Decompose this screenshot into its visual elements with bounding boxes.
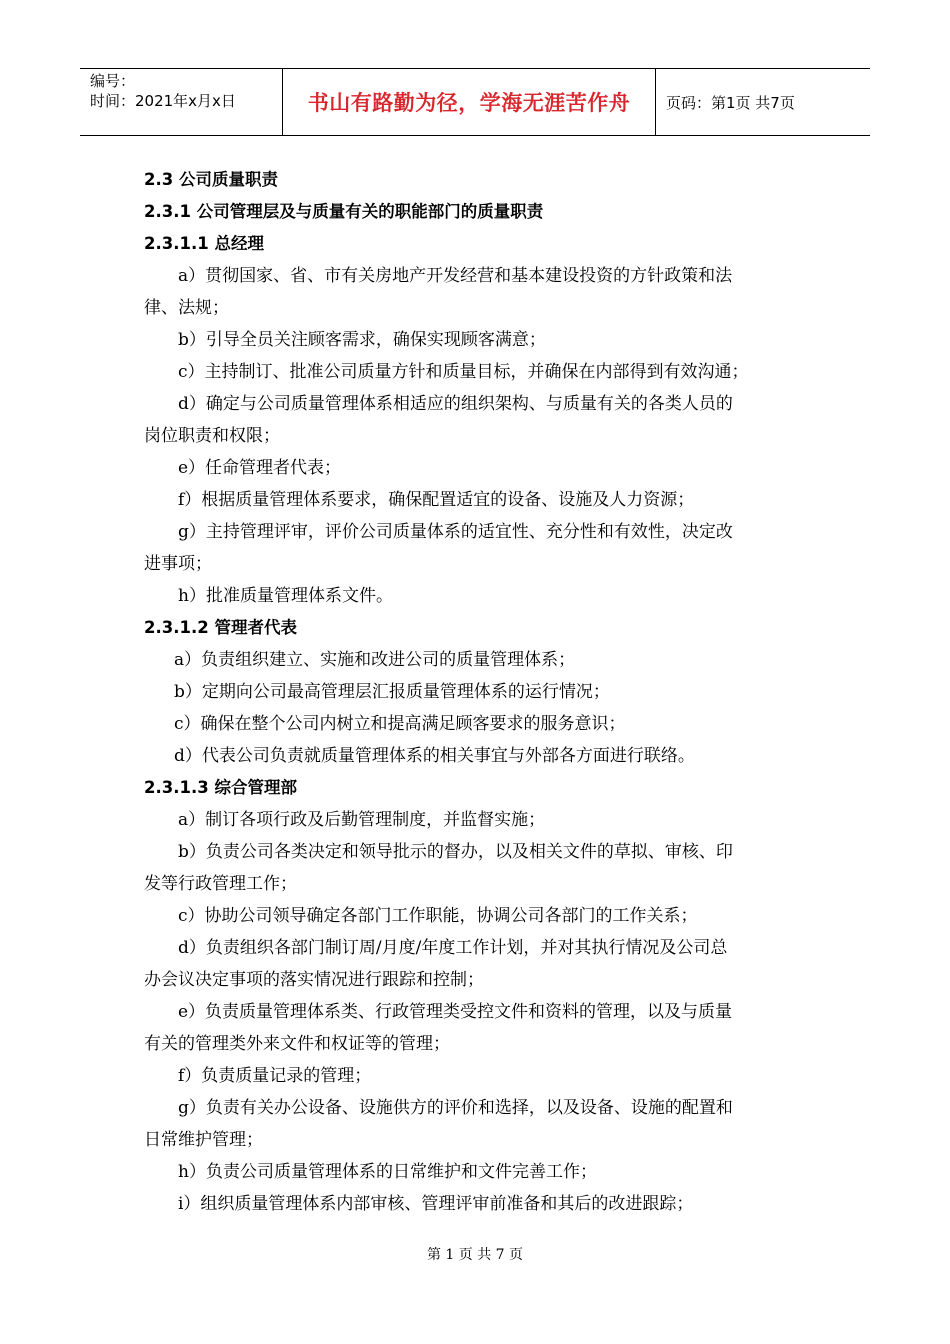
body-line: i）组织质量管理体系内部审核、管理评审前准备和其后的改进跟踪； [178, 1194, 694, 1214]
body-line: 进事项； [144, 554, 212, 574]
section-heading: 2.3 公司质量职责 [144, 170, 278, 189]
page-code-text: 页码：第1页 共7页 [666, 93, 795, 112]
motto-text: 书山有路勤为径，学海无涯苦作舟 [307, 91, 631, 115]
body-line: f）负责质量记录的管理； [178, 1066, 372, 1086]
body-line: h）负责公司质量管理体系的日常维护和文件完善工作； [178, 1162, 597, 1182]
body-line: 岗位职责和权限； [144, 426, 280, 446]
body-line: d）代表公司负责就质量管理体系的相关事宜与外部各方面进行联络。 [174, 746, 695, 766]
body-line: 日常维护管理； [144, 1130, 263, 1150]
body-line: c）协助公司领导确定各部门工作职能，协调公司各部门的工作关系； [178, 906, 698, 926]
body-line: d）确定与公司质量管理体系相适应的组织架构、与质量有关的各类人员的 [178, 394, 733, 414]
body-line: h）批准质量管理体系文件。 [178, 586, 393, 606]
body-line: c）确保在整个公司内树立和提高满足顾客要求的服务意识； [174, 714, 626, 734]
body-line: g）主持管理评审，评价公司质量体系的适宜性、充分性和有效性，决定改 [178, 522, 733, 542]
body-line: g）负责有关办公设备、设施供方的评价和选择，以及设备、设施的配置和 [178, 1098, 733, 1118]
body-line: d）负责组织各部门制订周/月度/年度工作计划，并对其执行情况及公司总 [178, 938, 728, 958]
body-line: 有关的管理类外来文件和权证等的管理； [144, 1034, 450, 1054]
body-line: c）主持制订、批准公司质量方针和质量目标，并确保在内部得到有效沟通； [178, 362, 749, 382]
body-line: 办会议决定事项的落实情况进行跟踪和控制； [144, 970, 484, 990]
document-body [144, 164, 814, 1220]
body-line: f）根据质量管理体系要求，确保配置适宜的设备、设施及人力资源； [178, 490, 695, 510]
body-line: b）定期向公司最高管理层汇报质量管理体系的运行情况； [174, 682, 610, 702]
header-table [80, 68, 870, 136]
body-line: a）贯彻国家、省、市有关房地产开发经营和基本建设投资的方针政策和法 [178, 266, 733, 286]
number-label: 编号： [90, 72, 136, 90]
body-line: e）负责质量管理体系类、行政管理类受控文件和资料的管理，以及与质量 [178, 1002, 733, 1022]
body-line: b）负责公司各类决定和领导批示的督办，以及相关文件的草拟、审核、印 [178, 842, 733, 862]
section-heading: 2.3.1.3 综合管理部 [144, 778, 297, 797]
body-line: a）制订各项行政及后勤管理制度，并监督实施； [178, 810, 546, 830]
section-heading: 2.3.1.1 总经理 [144, 234, 264, 253]
date-label: 时间：2021年x月x日 [90, 92, 236, 110]
header-info [80, 69, 282, 135]
header-motto [282, 69, 656, 135]
header-page-code [656, 69, 870, 135]
body-line: e）任命管理者代表； [178, 458, 342, 478]
section-heading: 2.3.1.2 管理者代表 [144, 618, 297, 637]
body-line: 发等行政管理工作； [144, 874, 297, 894]
page-footer: 第 1 页 共 7 页 [426, 1247, 524, 1263]
body-line: 律、法规； [144, 298, 229, 318]
section-heading: 2.3.1 公司管理层及与质量有关的职能部门的质量职责 [144, 202, 544, 221]
body-line: b）引导全员关注顾客需求，确保实现顾客满意； [178, 330, 546, 350]
body-line: a）负责组织建立、实施和改进公司的质量管理体系； [174, 650, 576, 670]
